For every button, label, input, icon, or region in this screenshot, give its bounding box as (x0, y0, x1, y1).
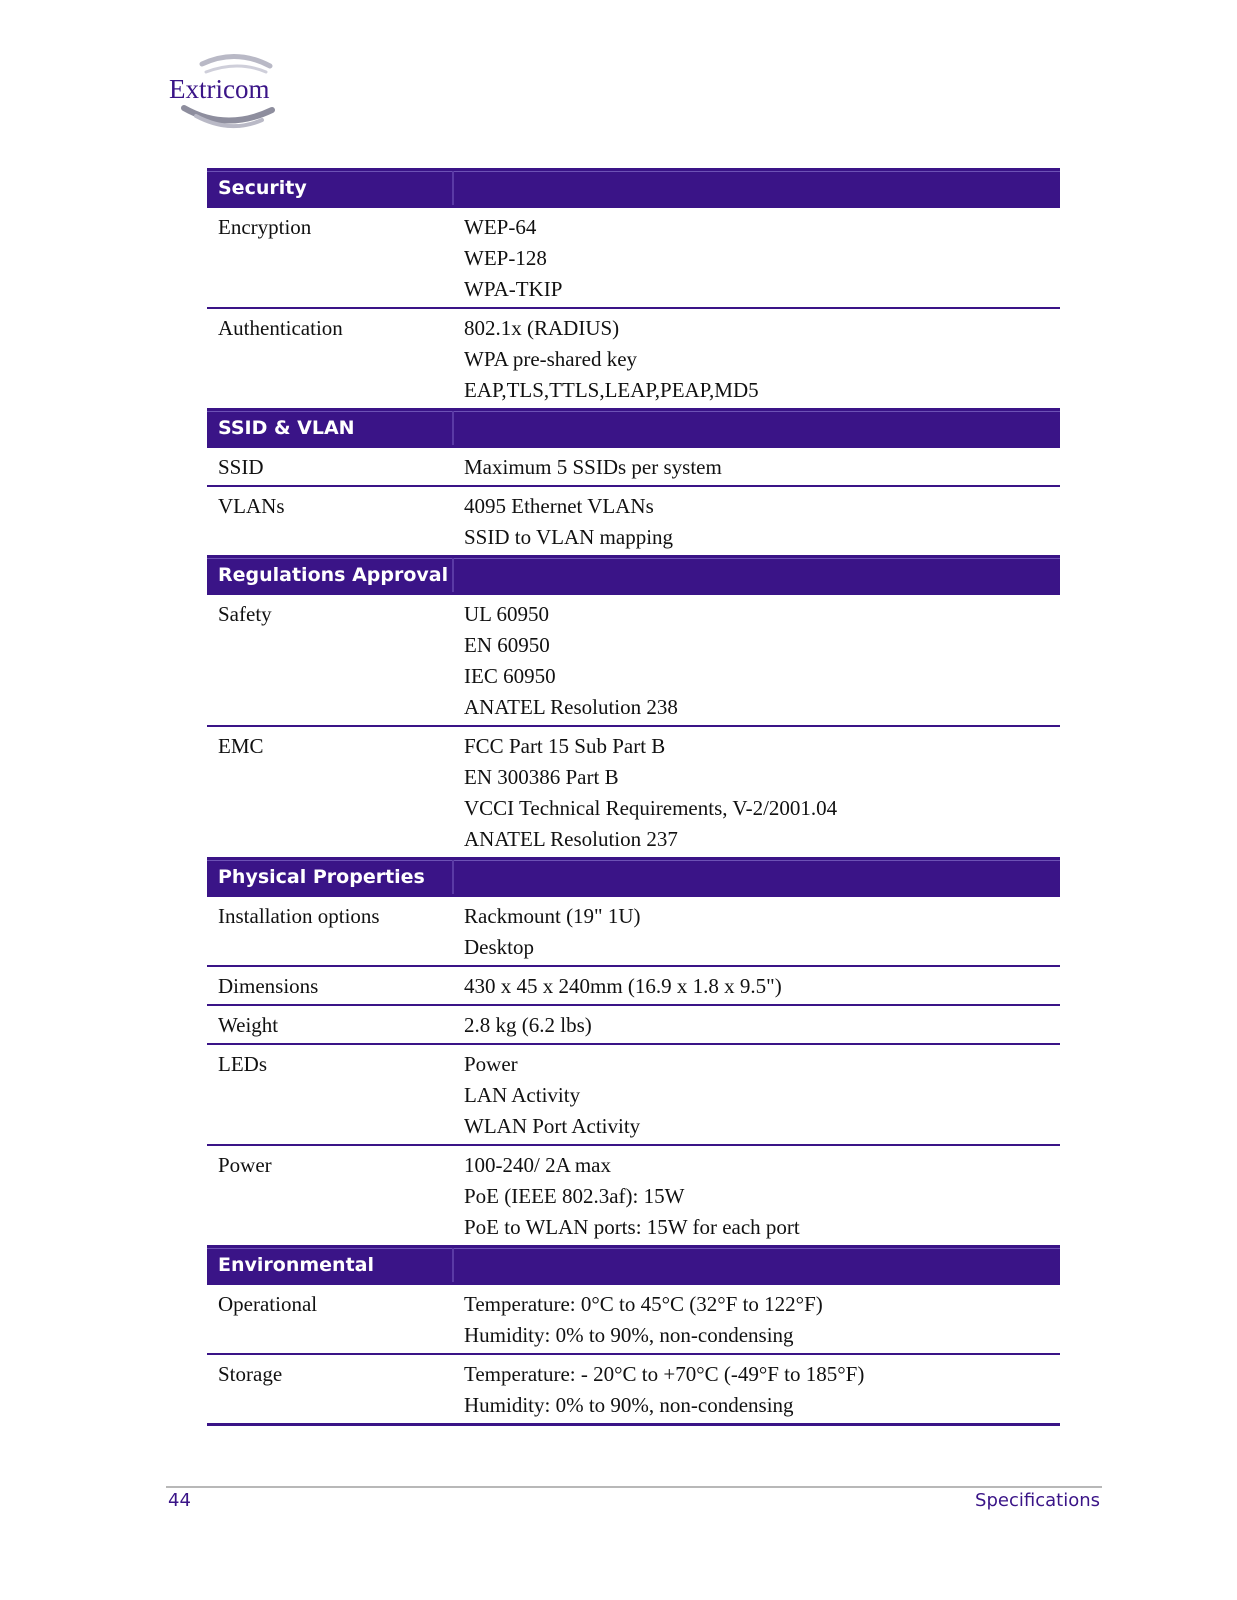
spec-value: 2.8 kg (6.2 lbs) (464, 1013, 592, 1037)
spec-value: 4095 Ethernet VLANs (464, 494, 654, 518)
spec-value: VCCI Technical Requirements, V-2/2001.04 (464, 796, 838, 820)
specifications-table (207, 168, 1060, 1426)
section-header-blank (453, 410, 1060, 447)
spec-value: Temperature: 0°C to 45°C (32°F to 122°F) (464, 1292, 823, 1316)
spec-value: SSID to VLAN mapping (464, 525, 674, 549)
spec-value: Rackmount (19" 1U) (464, 904, 641, 928)
spec-value: ANATEL Resolution 237 (464, 827, 678, 851)
section-title: Regulations Approval (207, 557, 453, 594)
spec-values (453, 207, 1060, 309)
spec-values (453, 726, 1060, 859)
spec-values (453, 308, 1060, 410)
spec-value: UL 60950 (464, 602, 549, 626)
spec-value: 802.1x (RADIUS) (464, 316, 620, 340)
spec-label: Safety (207, 594, 453, 727)
spec-row-safety (207, 594, 1060, 727)
spec-values (453, 594, 1060, 727)
spec-values (453, 1005, 1060, 1044)
spec-value: Humidity: 0% to 90%, non-condensing (464, 1393, 794, 1417)
spec-label: Dimensions (207, 966, 453, 1005)
spec-row-installation-options (207, 896, 1060, 967)
extricom-logo (166, 50, 284, 130)
spec-values (453, 1044, 1060, 1145)
footer-rule (166, 1486, 1102, 1488)
spec-label: Encryption (207, 207, 453, 309)
section-header-blank (453, 1247, 1060, 1284)
spec-label: EMC (207, 726, 453, 859)
spec-value: Desktop (464, 935, 534, 959)
spec-value: WPA-TKIP (464, 277, 563, 301)
spec-label: Weight (207, 1005, 453, 1044)
section-header-regulations-approval (207, 557, 1060, 594)
spec-value: WLAN Port Activity (464, 1114, 641, 1138)
spec-label: Power (207, 1145, 453, 1247)
spec-value: EN 60950 (464, 633, 550, 657)
spec-row-emc (207, 726, 1060, 859)
section-header-security (207, 170, 1060, 207)
section-header-physical-properties (207, 859, 1060, 896)
spec-label: Installation options (207, 896, 453, 967)
page-number: 44 (168, 1490, 191, 1511)
spec-value: PoE (IEEE 802.3af): 15W (464, 1184, 685, 1208)
spec-value: 100-240/ 2A max (464, 1153, 611, 1177)
spec-value: Temperature: - 20°C to +70°C (-49°F to 185°F) (464, 1362, 865, 1386)
spec-row-power (207, 1145, 1060, 1247)
spec-label: LEDs (207, 1044, 453, 1145)
section-header-blank (453, 170, 1060, 207)
spec-value: WPA pre-shared key (464, 347, 638, 371)
spec-label: Operational (207, 1284, 453, 1355)
spec-value: WEP-64 (464, 215, 537, 239)
footer-section-name: Specifications (975, 1490, 1100, 1511)
spec-value: PoE to WLAN ports: 15W for each port (464, 1215, 800, 1239)
spec-row-ssid (207, 447, 1060, 487)
spec-value: FCC Part 15 Sub Part B (464, 734, 666, 758)
spec-values (453, 447, 1060, 487)
extricom-logo-graphic (166, 50, 284, 130)
spec-value: Humidity: 0% to 90%, non-condensing (464, 1323, 794, 1347)
spec-row-dimensions (207, 966, 1060, 1005)
spec-values (453, 896, 1060, 967)
spec-value: Power (464, 1052, 518, 1076)
spec-label: Authentication (207, 308, 453, 410)
section-header-ssid-vlan (207, 410, 1060, 447)
spec-values (453, 486, 1060, 557)
spec-values (453, 1284, 1060, 1355)
section-header-blank (453, 557, 1060, 594)
spec-row-authentication (207, 308, 1060, 410)
spec-value: EN 300386 Part B (464, 765, 619, 789)
spec-values (453, 1145, 1060, 1247)
spec-values (453, 966, 1060, 1005)
spec-label: Storage (207, 1354, 453, 1425)
spec-row-encryption (207, 207, 1060, 309)
section-title: SSID & VLAN (207, 410, 453, 447)
spec-value: LAN Activity (464, 1083, 581, 1107)
section-header-environmental (207, 1247, 1060, 1284)
spec-row-leds (207, 1044, 1060, 1145)
spec-value: EAP,TLS,TTLS,LEAP,PEAP,MD5 (464, 378, 759, 402)
section-title: Environmental (207, 1247, 453, 1284)
spec-values (453, 1354, 1060, 1425)
spec-row-operational (207, 1284, 1060, 1355)
spec-label: VLANs (207, 486, 453, 557)
spec-row-storage (207, 1354, 1060, 1425)
section-title: Physical Properties (207, 859, 453, 896)
spec-row-weight (207, 1005, 1060, 1044)
spec-value: 430 x 45 x 240mm (16.9 x 1.8 x 9.5") (464, 974, 782, 998)
spec-label: SSID (207, 447, 453, 487)
svg-text:Extricom: Extricom (169, 74, 270, 104)
section-title: Security (207, 170, 453, 207)
spec-row-vlans (207, 486, 1060, 557)
spec-value: IEC 60950 (464, 664, 556, 688)
spec-value: WEP-128 (464, 246, 547, 270)
section-header-blank (453, 859, 1060, 896)
spec-value: Maximum 5 SSIDs per system (464, 455, 722, 479)
spec-value: ANATEL Resolution 238 (464, 695, 678, 719)
